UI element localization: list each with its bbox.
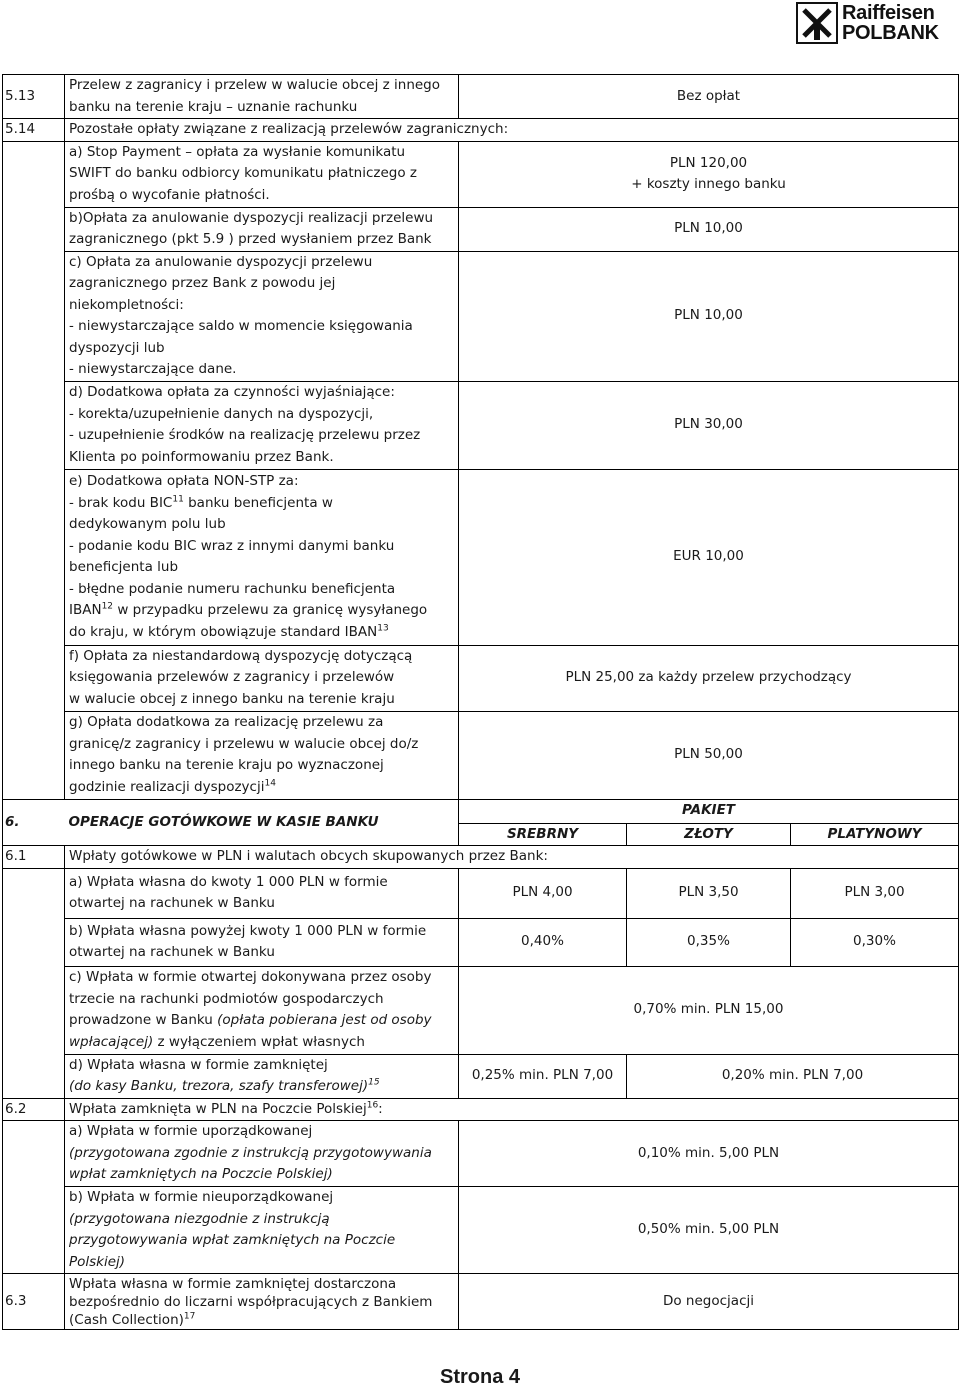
row-description: g) Opłata dodatkowa za realizację przelewu za granicę/z zagranicy i przelewu w walucie obcej do/z innego banku na terenie kraju po wyznaczonej godzinie realizacji dyspozycji$^{14}$ <box>65 711 459 799</box>
row-6-3 <box>3 1274 959 1330</box>
row-number: 5.14 <box>3 119 65 142</box>
fee-srebrny: 0,25% min. PLN 7,00 <box>459 1054 627 1098</box>
row-fee: PLN 25,00 za każdy przelew przychodzący <box>459 645 959 711</box>
row-fee: EUR 10,00 <box>459 469 959 645</box>
row-5-14-a <box>3 141 959 207</box>
row-description: a) Wpłata własna do kwoty 1 000 PLN w formie otwartej na rachunek w Banku <box>65 868 459 918</box>
row-fee: PLN 30,00 <box>459 381 959 469</box>
row-fee: 0,10% min. 5,00 PLN <box>459 1121 959 1187</box>
row-6-1-d <box>3 1054 959 1098</box>
row-description: a) Stop Payment – opłata za wysłanie komunikatu SWIFT do banku odbiorcy komunikatu płatniczego z prośbą o wycofanie płatności. <box>65 141 459 207</box>
row-5-14-b <box>3 207 959 251</box>
row-5-14-f <box>3 645 959 711</box>
row-fee: PLN 10,00 <box>459 251 959 381</box>
fee-platynowy: PLN 3,00 <box>791 868 959 918</box>
row-fee: PLN 10,00 <box>459 207 959 251</box>
row-number: 6.2 <box>3 1098 65 1121</box>
row-description: Przelew z zagranicy i przelew w walucie obcej z innego banku na terenie kraju – uznanie rachunku <box>65 75 459 119</box>
row-5-14-c <box>3 251 959 381</box>
row-5-14-g <box>3 711 959 799</box>
fee-zloty: 0,35% <box>627 918 791 966</box>
pakiet-label: PAKIET <box>459 799 959 823</box>
fee-platynowy: 0,30% <box>791 918 959 966</box>
fee-zloty-platynowy: 0,20% min. PLN 7,00 <box>627 1054 959 1098</box>
row-6-2 <box>3 1098 959 1121</box>
row-description: Wpłaty gotówkowe w PLN i walutach obcych skupowanych przez Bank: <box>65 846 959 869</box>
row-6-1 <box>3 846 959 869</box>
package-zloty: ZŁOTY <box>627 823 791 846</box>
row-fee: 0,70% min. PLN 15,00 <box>459 966 959 1054</box>
row-6-1-a <box>3 868 959 918</box>
row-fee: 0,50% min. 5,00 PLN <box>459 1187 959 1274</box>
row-description: b) Wpłata własna powyżej kwoty 1 000 PLN w formie otwartej na rachunek w Banku <box>65 918 459 966</box>
row-fee: PLN 50,00 <box>459 711 959 799</box>
row-description: b) Wpłata w formie nieuporządkowanej (przygotowana niezgodnie z instrukcją przygotowywania wpłat zamkniętych na Poczcie Polskiej) <box>65 1187 459 1274</box>
row-5-13 <box>3 75 959 119</box>
row-number: 6.1 <box>3 846 65 869</box>
row-description: Wpłata zamknięta w PLN na Poczcie Polskiej$^{16}$: <box>65 1098 959 1121</box>
row-fee: Do negocjacji <box>459 1274 959 1330</box>
row-description: c) Wpłata w formie otwartej dokonywana przez osoby trzecie na rachunki podmiotów gospodarczych prowadzone w Banku (opłata pobierana jest od osoby wpłacającej) z wyłączeniem wpłat własnych <box>65 966 459 1054</box>
package-platynowy: PLATYNOWY <box>791 823 959 846</box>
raiffeisen-crossed-gables-icon <box>796 2 838 44</box>
row-description: f) Opłata za niestandardową dyspozycję dotyczącą księgowania przelewów z zagranicy i przelewów w walucie obcej z innego banku na terenie kraju <box>65 645 459 711</box>
row-6-2-b <box>3 1187 959 1274</box>
row-fee: PLN 120,00 + koszty innego banku <box>459 141 959 207</box>
row-description: e) Dodatkowa opłata NON-STP za: - brak kodu BIC$^{11}$ banku beneficjenta w dedykowanym polu lub - podanie kodu BIC wraz z innymi danymi banku beneficjenta lub - błędne podanie numeru rachunku beneficjenta IBAN$^{12}$ w przypadku przelewu za granicę wysyłanego do kraju, w którym obowiązuje standard IBAN$^{13}$ <box>65 469 459 645</box>
row-5-14-e <box>3 469 959 645</box>
row-6-1-b <box>3 918 959 966</box>
row-description: c) Opłata za anulowanie dyspozycji przelewu zagranicznego przez Bank z powodu jej niekompletności: - niewystarczające saldo w momencie księgowania dyspozycji lub - niewystarczające dane. <box>65 251 459 381</box>
section-title: OPERACJE GOTÓWKOWE W KASIE BANKU <box>65 799 459 846</box>
fee-zloty: PLN 3,50 <box>627 868 791 918</box>
row-description: Pozostałe opłaty związane z realizacją przelewów zagranicznych: <box>65 119 959 142</box>
row-6-2-a <box>3 1121 959 1187</box>
fee-srebrny: 0,40% <box>459 918 627 966</box>
row-description: b)Opłata za anulowanie dyspozycji realizacji przelewu zagranicznego (pkt 5.9 ) przed wysłaniem przez Bank <box>65 207 459 251</box>
row-number: 6.3 <box>3 1274 65 1330</box>
row-5-14 <box>3 119 959 142</box>
fee-table <box>2 74 959 1330</box>
fee-srebrny: PLN 4,00 <box>459 868 627 918</box>
row-description: a) Wpłata w formie uporządkowanej (przygotowana zgodnie z instrukcją przygotowywania wpłat zamkniętych na Poczcie Polskiej) <box>65 1121 459 1187</box>
page-number: Strona 4 <box>439 1366 521 1388</box>
row-description: d) Wpłata własna w formie zamkniętej (do kasy Banku, trezora, szafy transferowej)$^{15}$ <box>65 1054 459 1098</box>
row-fee: Bez opłat <box>459 75 959 119</box>
section-number: 6. <box>3 799 65 846</box>
row-number: 5.13 <box>3 75 65 119</box>
row-6-1-c <box>3 966 959 1054</box>
logo-line-1: Raiffeisen <box>842 2 935 24</box>
row-description: d) Dodatkowa opłata za czynności wyjaśniające: - korekta/uzupełnienie danych na dyspozycji, - uzupełnienie środków na realizację przelewu przez Klienta po poinformowaniu przez Bank. <box>65 381 459 469</box>
logo-line-2: POLBANK <box>842 22 939 44</box>
section-6-header <box>3 799 959 823</box>
row-description: Wpłata własna w formie zamkniętej dostarczona bezpośrednio do liczarni współpracujących z Bankiem (Cash Collection)$^{17}$ <box>65 1274 459 1330</box>
package-srebrny: SREBRNY <box>459 823 627 846</box>
raiffeisen-logo <box>796 2 948 44</box>
row-5-14-d <box>3 381 959 469</box>
